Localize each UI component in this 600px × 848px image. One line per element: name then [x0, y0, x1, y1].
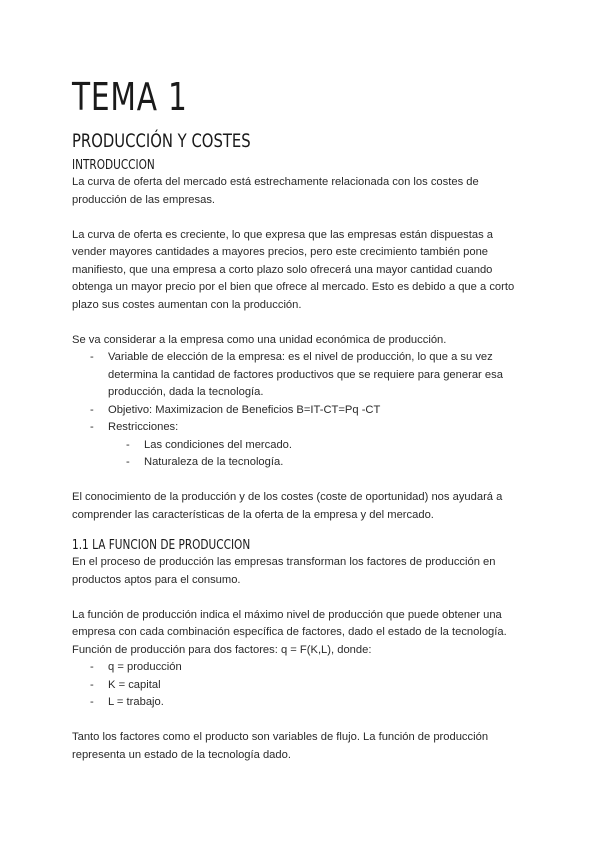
- list-item: - Variable de elección de la empresa: es el nivel de producción, lo que a su vez determina la cantidad de factores productivos que se requiere para generar esa producción, dada la tecnología.: [72, 349, 528, 402]
- section-heading: PRODUCCIÓN Y COSTES: [72, 130, 251, 152]
- paragraph-7: Función de producción para dos factores: q = F(K,L), donde:: [72, 643, 372, 656]
- page-title: TEMA 1: [72, 75, 188, 119]
- bullet-list-1: [72, 349, 528, 472]
- paragraph-5: En el proceso de producción las empresas transforman los factores de producción en productos aptos para el consumo.: [72, 556, 496, 586]
- list-item: - Objetivo: Maximizacion de Beneficios B=IT-CT=Pq -CT: [72, 402, 528, 420]
- paragraph-8: Tanto los factores como el producto son variables de flujo. La función de producción representa un estado de la tecnología dado.: [72, 731, 489, 761]
- list-item: - K = capital: [72, 677, 528, 695]
- list-item: - Restricciones:: [72, 419, 528, 437]
- sub-list-item: - Las condiciones del mercado.: [72, 437, 528, 455]
- list-item: - L = trabajo.: [72, 694, 528, 712]
- paragraph-6: La función de producción indica el máximo nivel de producción que puede obtener una empresa con cada combinación específica de factores, dado el estado de la tecnología.: [72, 608, 507, 638]
- subsection-heading: 1.1 LA FUNCION DE PRODUCCION: [72, 537, 251, 553]
- sub-list-item: - Naturaleza de la tecnología.: [72, 454, 528, 472]
- list-item: - q = producción: [72, 659, 528, 677]
- paragraph-4: El conocimiento de la producción y de los costes (coste de oportunidad) nos ayudará a comprender las características de la oferta de la empresa y del mercado.: [72, 491, 503, 521]
- bullet-list-2: [72, 659, 528, 712]
- paragraph-2: La curva de oferta es creciente, lo que expresa que las empresas están dispuestas a vender mayores cantidades a mayores precios, pero este crecimiento también pone manifiesto, que una empresa a corto plazo solo ofrecerá una mayor cantidad cuando obtenga un mayor precio por el bien que ofrece al mercado. Esto es debido a que a corto plazo sus costes aumentan con la producción.: [72, 228, 515, 311]
- intro-heading: INTRODUCCION: [72, 157, 155, 173]
- paragraph-3: Se va considerar a la empresa como una unidad económica de producción.: [72, 333, 447, 346]
- paragraph-1: La curva de oferta del mercado está estrechamente relacionada con los costes de producción de las empresas.: [72, 176, 479, 206]
